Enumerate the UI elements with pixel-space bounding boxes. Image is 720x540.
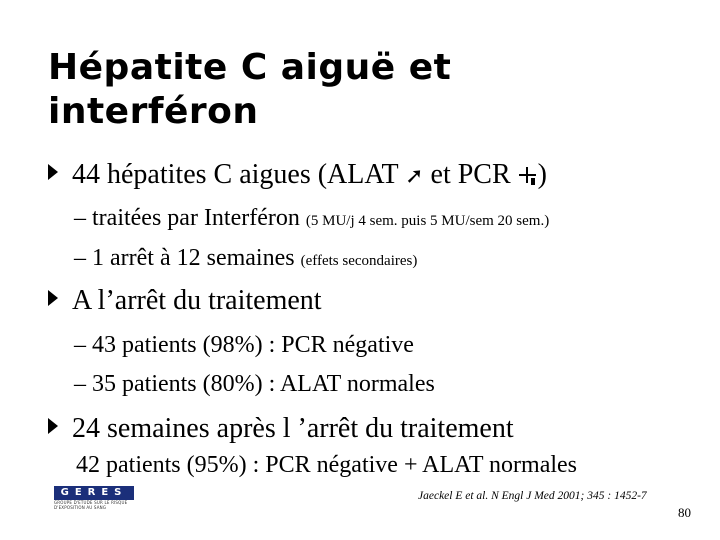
sub-item-arret <box>74 243 417 276</box>
bullet-hepatites <box>48 158 547 194</box>
geres-logo <box>54 486 134 512</box>
bullet2-text: A l’arrêt du traitement <box>72 285 322 316</box>
bullet-24-semaines <box>48 412 514 446</box>
title-line-1: Hépatite C aiguë et <box>48 47 452 88</box>
plus-box-icon <box>518 165 538 185</box>
sub1-main: – traitées par Interféron <box>74 205 306 231</box>
bullet1-text-post: ) <box>537 159 547 190</box>
bullet1-text-mid: et PCR <box>423 159 518 190</box>
bullet-arret-traitement <box>48 284 322 318</box>
title-line-2: interféron <box>48 91 259 132</box>
bullet-triangle-icon <box>48 290 58 306</box>
bullet-triangle-icon <box>48 164 58 180</box>
logo-line-1: GROUPE D'ETUDE SUR LE RISQUE <box>54 500 128 505</box>
bullet-triangle-icon <box>48 418 58 434</box>
sub-item-pcr: – 43 patients (98%) : PCR négative <box>74 332 414 358</box>
sub2-detail: (effets secondaires) <box>300 253 418 269</box>
logo-name: GERES <box>54 486 134 500</box>
sub1-detail: (5 MU/j 4 sem. puis 5 MU/sem 20 sem.) <box>305 213 550 229</box>
sub-item-traitees <box>74 203 549 236</box>
up-arrow-icon: ➚ <box>405 164 424 189</box>
bullet3-text: 24 semaines après l ’arrêt du traitement <box>72 413 514 444</box>
sub-item-alat: – 35 patients (80%) : ALAT normales <box>74 371 435 397</box>
result-line: 42 patients (95%) : PCR négative + ALAT normales <box>76 452 578 478</box>
citation: Jaeckel E et al. N Engl J Med 2001; 345 : 1452-7 <box>418 490 647 502</box>
bullet1-text-pre: 44 hépatites C aigues (ALAT <box>72 159 406 190</box>
slide-title <box>48 46 688 134</box>
logo-line-2: D'EXPOSITION AU SANG <box>54 505 107 510</box>
page-number: 80 <box>678 505 691 520</box>
sub2-main: – 1 arrêt à 12 semaines <box>74 245 301 271</box>
